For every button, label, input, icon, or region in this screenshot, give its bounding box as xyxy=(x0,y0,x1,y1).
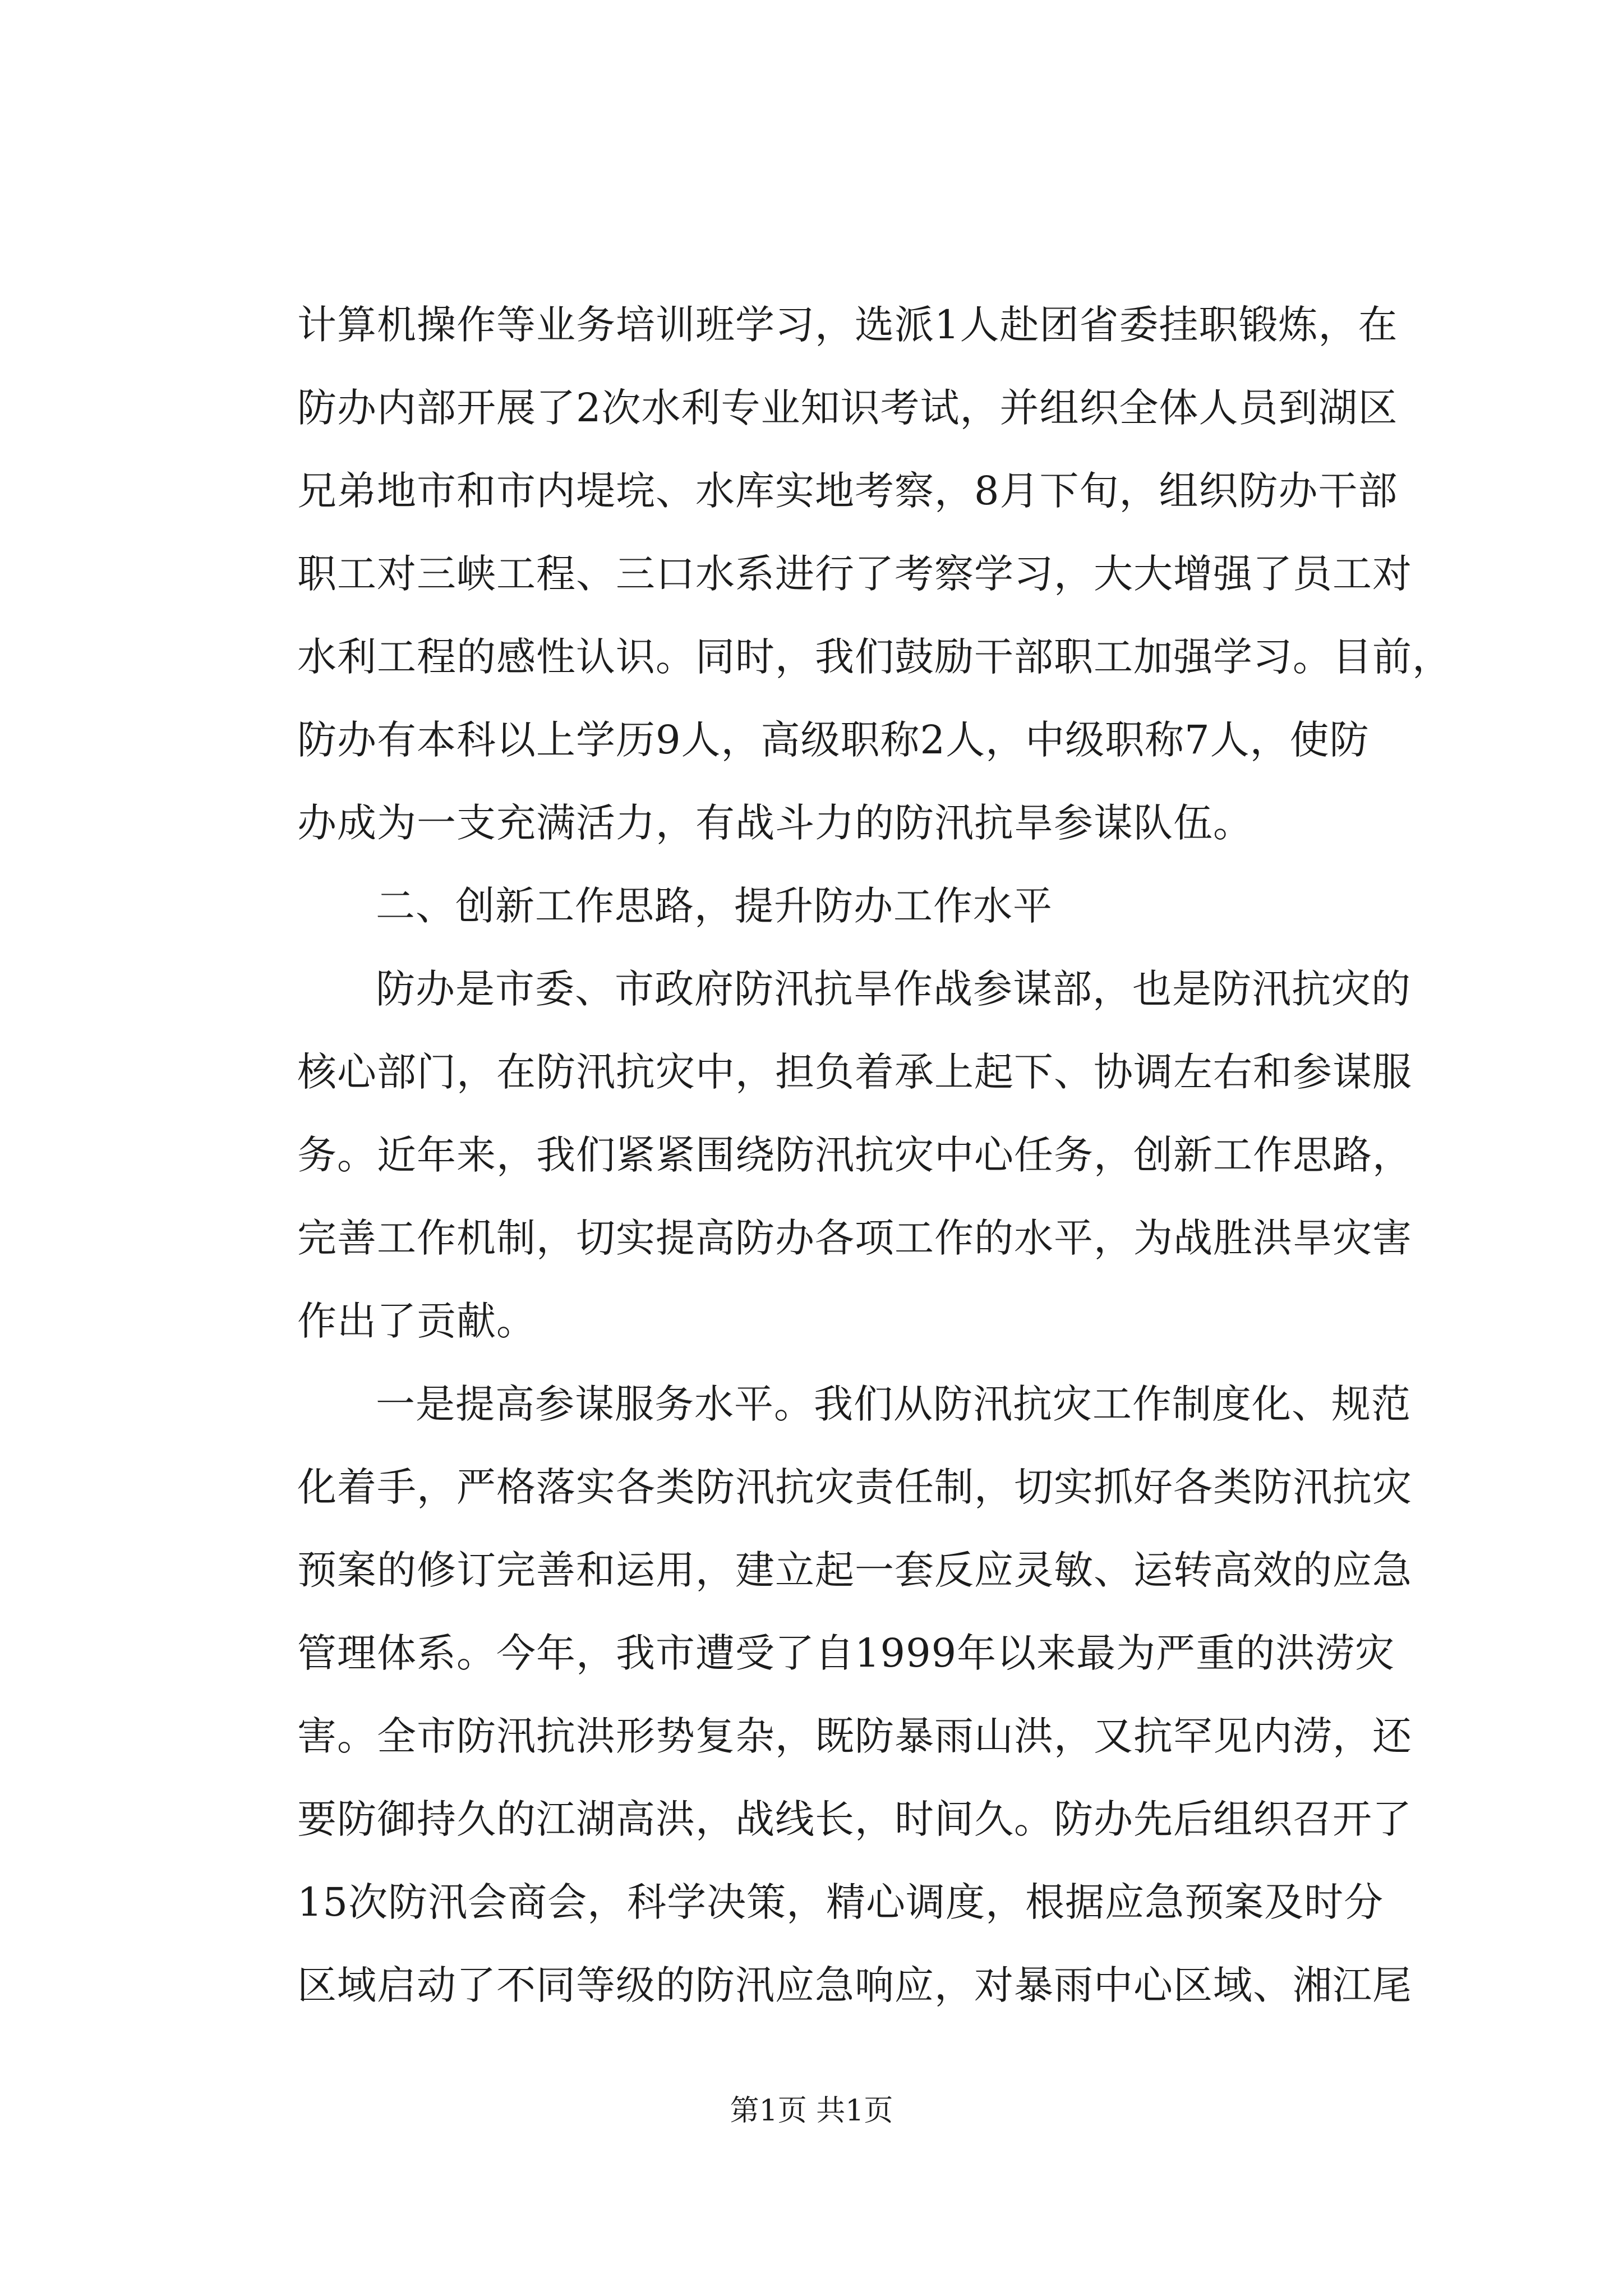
text-line: 预案的修订完善和运用，建立起一套反应灵敏、运转高效的应急 xyxy=(297,1547,1412,1593)
text-line: 防办有本科以上学历9人，高级职称2人，中级职称7人，使防 xyxy=(297,717,1370,763)
text-line: 核心部门，在防汛抗灾中，担负着承上起下、协调左右和参谋服 xyxy=(297,1049,1412,1095)
text-line: 办成为一支充满活力，有战斗力的防汛抗旱参谋队伍。 xyxy=(297,800,1253,846)
document-body xyxy=(297,283,1452,2027)
text-line: 15次防汛会商会，科学决策，精心调度，根据应急预案及时分 xyxy=(297,1879,1384,1925)
text-line: 害。全市防汛抗洪形势复杂，既防暴雨山洪，又抗罕见内涝，还 xyxy=(297,1713,1412,1759)
text-line: 水利工程的感性认识。同时，我们鼓励干部职工加强学习。目前， xyxy=(297,634,1452,680)
text-line: 化着手，严格落实各类防汛抗灾责任制，切实抓好各类防汛抗灾 xyxy=(297,1464,1412,1510)
text-line: 作出了贡献。 xyxy=(297,1298,536,1344)
page-footer xyxy=(0,2087,1623,2129)
text-line: 要防御持久的江湖高洪，战线长，时间久。防办先后组织召开了 xyxy=(297,1796,1412,1842)
text-line: 职工对三峡工程、三口水系进行了考察学习，大大增强了员工对 xyxy=(297,551,1412,597)
text-line: 防办内部开展了2次水利专业知识考试，并组织全体人员到湖区 xyxy=(297,385,1398,431)
text-line: 防办是市委、市政府防汛抗旱作战参谋部，也是防汛抗灾的 xyxy=(376,966,1411,1012)
page-number: 第1页 共1页 xyxy=(730,2094,893,2128)
text-line: 兄弟地市和市内堤垸、水库实地考察，8月下旬，组织防办干部 xyxy=(297,468,1398,514)
text-line: 完善工作机制，切实提高防办各项工作的水平，为战胜洪旱灾害 xyxy=(297,1215,1412,1261)
text-line: 务。近年来，我们紧紧围绕防汛抗灾中心任务，创新工作思路， xyxy=(297,1132,1412,1178)
text-line: 计算机操作等业务培训班学习，选派1人赴团省委挂职锻炼，在 xyxy=(297,302,1398,348)
text-line: 区域启动了不同等级的防汛应急响应，对暴雨中心区域、湘江尾 xyxy=(297,1962,1412,2008)
section-heading: 二、创新工作思路，提升防办工作水平 xyxy=(376,883,1053,929)
text-line: 一是提高参谋服务水平。我们从防汛抗灾工作制度化、规范 xyxy=(376,1381,1411,1427)
text-line: 管理体系。今年，我市遭受了自1999年以来最为严重的洪涝灾 xyxy=(297,1630,1395,1676)
